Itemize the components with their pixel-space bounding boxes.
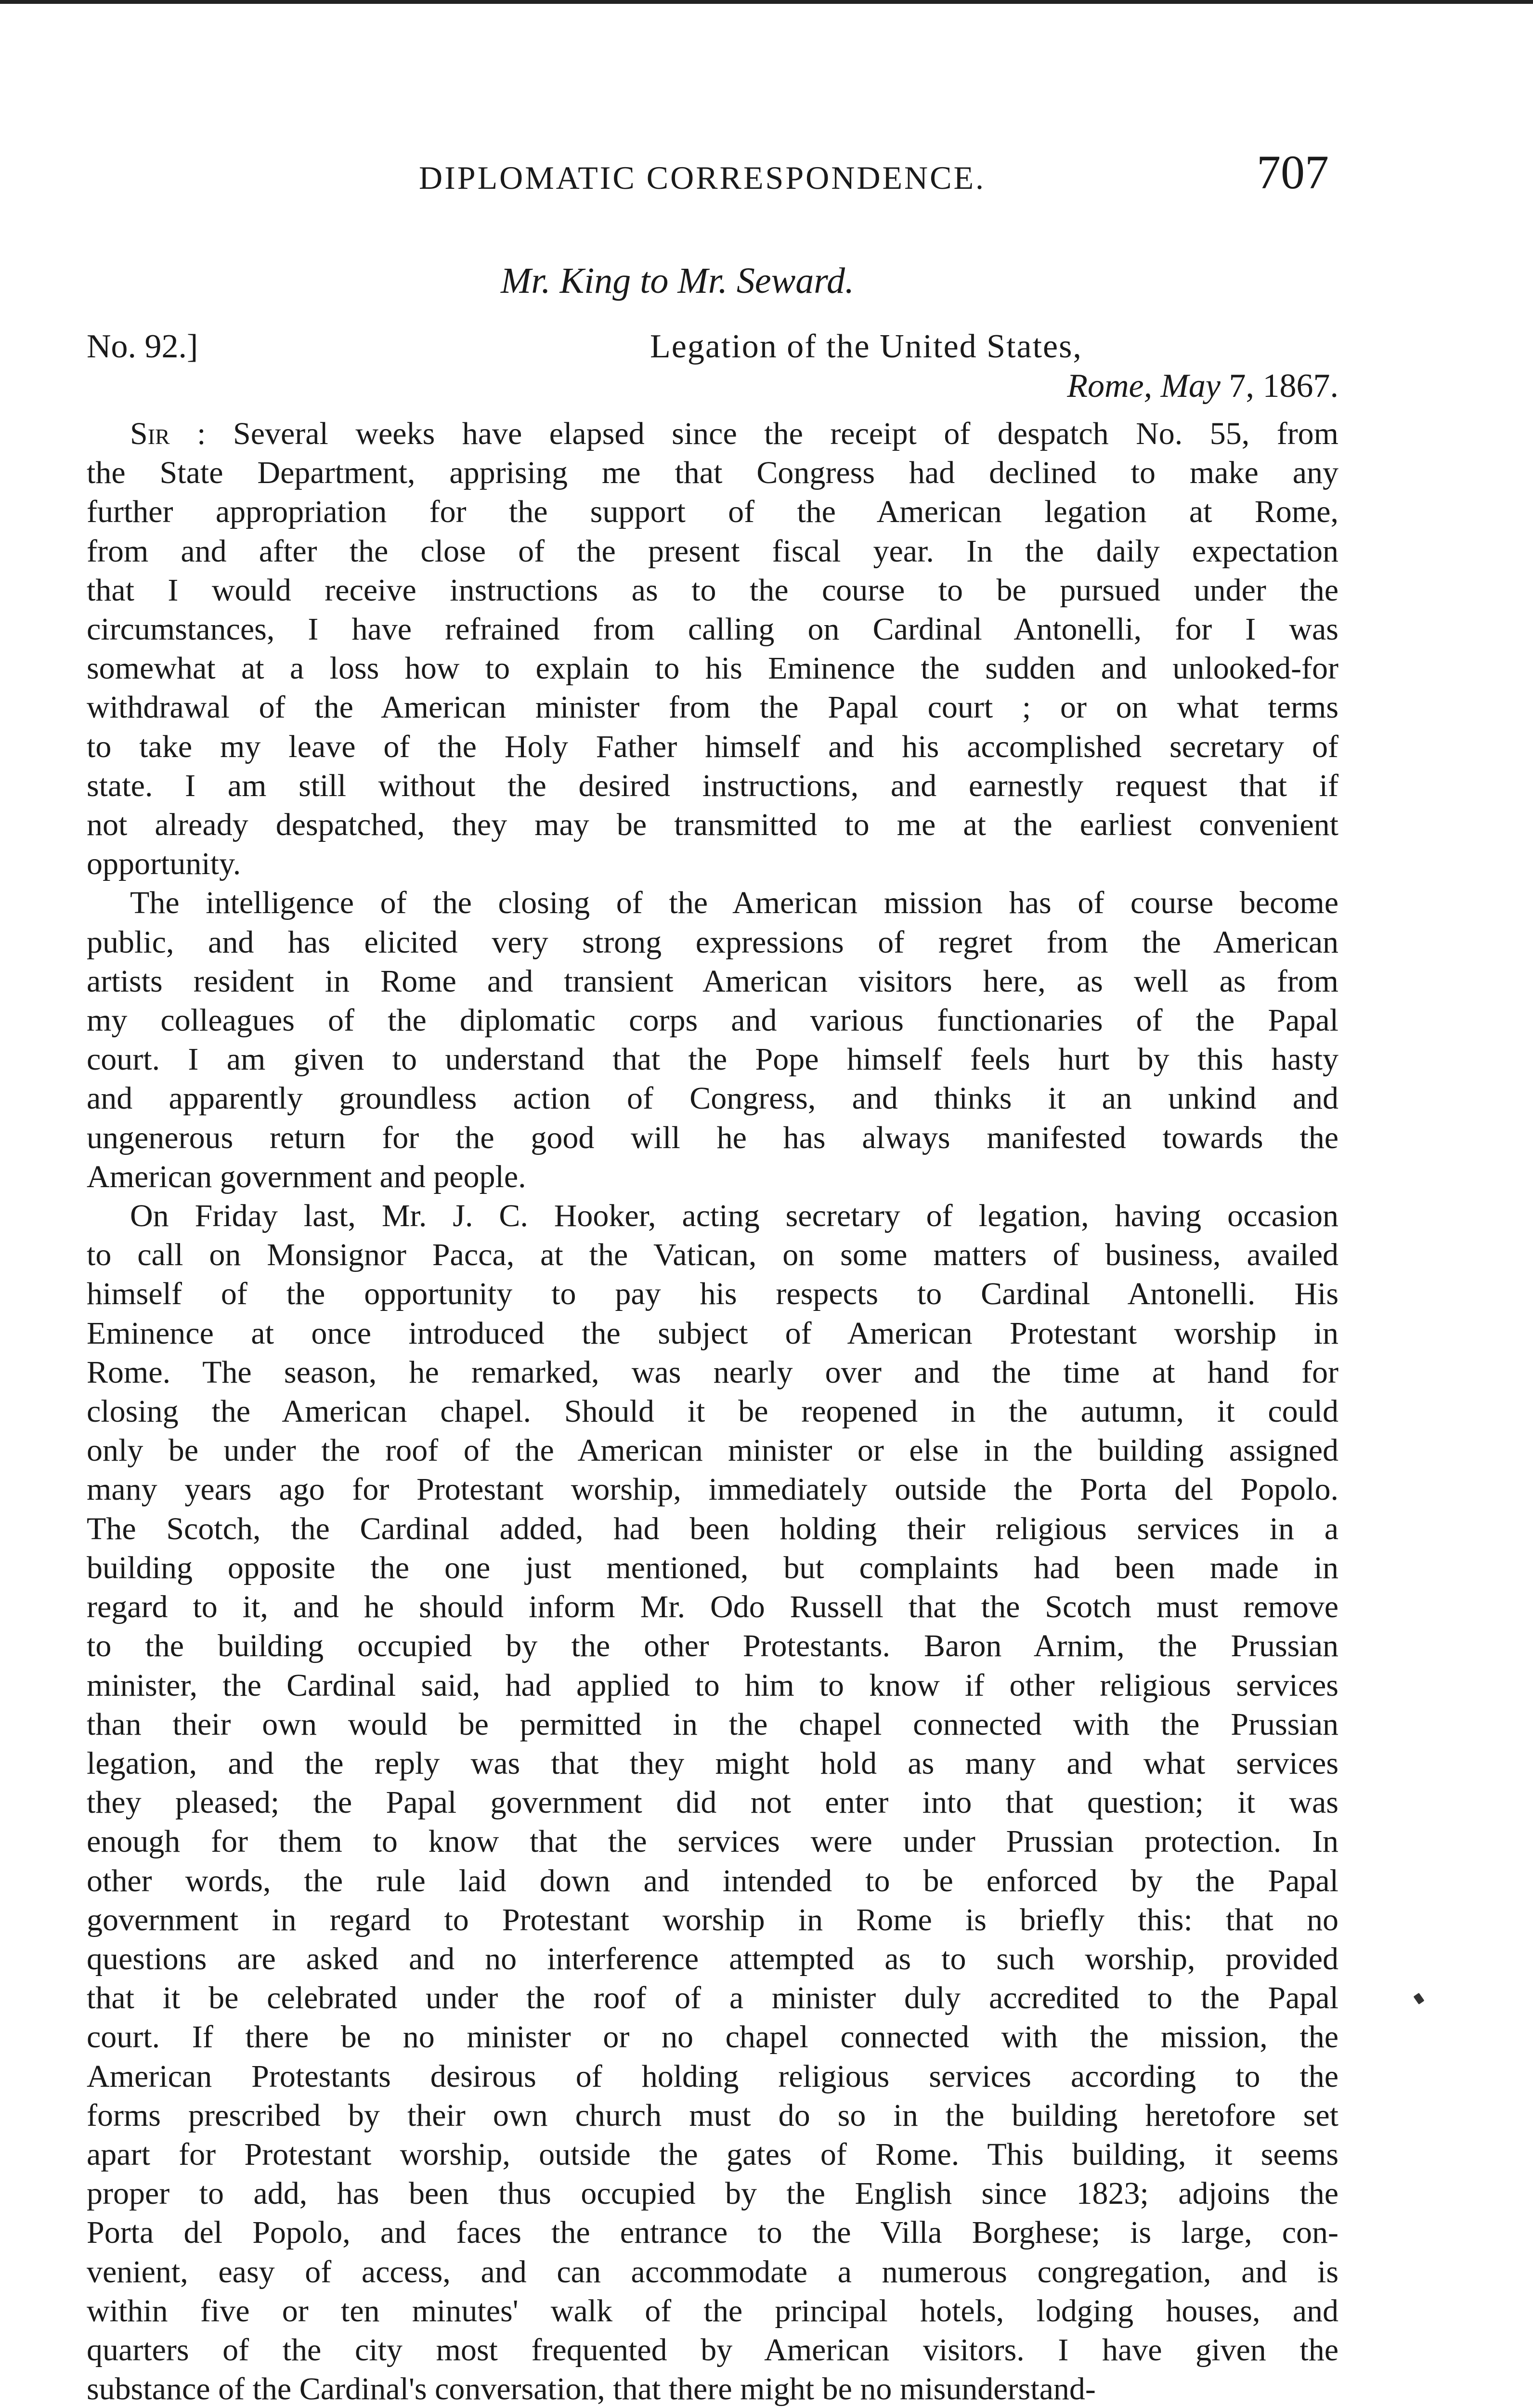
text-line: opportunity. xyxy=(87,846,241,882)
text-line: public, and has elicited very strong expressions of regret from the American xyxy=(87,924,1338,960)
text-line: to the building occupied by the other Protestants. Baron Arnim, the Prussian xyxy=(87,1628,1338,1664)
text-line: from and after the close of the present fiscal year. In the daily expectation xyxy=(87,533,1338,569)
margin-ink-mark xyxy=(1414,1993,1425,2004)
text-line: withdrawal of the American minister from the Papal court ; or on what terms xyxy=(87,690,1338,725)
text-line: building opposite the one just mentioned, but complaints had been made in xyxy=(87,1550,1338,1585)
text-line: venient, easy of access, and can accommodate a numerous congregation, and is xyxy=(87,2254,1338,2290)
text-line: circumstances, I have refrained from calling on Cardinal Antonelli, for I was xyxy=(87,612,1338,647)
text-line: forms prescribed by their own church must do so in the building heretofore set xyxy=(87,2097,1338,2133)
despatch-number: No. 92.] xyxy=(87,328,198,365)
text-line: further appropriation for the support of the American legation at Rome, xyxy=(87,494,1338,530)
text-line: The intelligence of the closing of the American mission has of course become xyxy=(130,885,1338,921)
paragraph-3 xyxy=(87,1196,1338,2408)
text-line: somewhat at a loss how to explain to his Eminence the sudden and unlooked-for xyxy=(87,651,1338,686)
letter-place: Rome, May xyxy=(1067,367,1221,405)
text-line: minister, the Cardinal said, had applied to him to know if other religious services xyxy=(87,1667,1338,1703)
text-line: only be under the roof of the American minister or else in the building assigned xyxy=(87,1433,1338,1468)
text-line: The Scotch, the Cardinal added, had been holding their religious services in a xyxy=(87,1511,1338,1546)
text-line: artists resident in Rome and transient American visitors here, as well as from xyxy=(87,963,1338,999)
running-title: DIPLOMATIC CORRESPONDENCE. xyxy=(419,159,986,196)
text-line: substance of the Cardinal's conversation, that there might be no misunderstand- xyxy=(87,2371,1096,2407)
text-line: they pleased; the Papal government did not enter into that question; it was xyxy=(87,1785,1338,1820)
text-line: enough for them to know that the services were under Prussian protection. In xyxy=(87,1824,1338,1859)
text-line: regard to it, and he should inform Mr. Odo Russell that the Scotch must remove xyxy=(87,1589,1338,1625)
page-number: 707 xyxy=(1257,145,1329,199)
text-line: that I would receive instructions as to the course to be pursued under the xyxy=(87,572,1338,608)
text-line xyxy=(87,414,1338,453)
text-line: state. I am still without the desired instructions, and earnestly request that if xyxy=(87,768,1338,803)
text-line: my colleagues of the diplomatic corps and various functionaries of the Papal xyxy=(87,1003,1338,1038)
text-line: to take my leave of the Holy Father himself and his accomplished secretary of xyxy=(87,729,1338,764)
letter-body xyxy=(87,414,1338,2408)
text-line: many years ago for Protestant worship, immediately outside the Porta del Popolo. xyxy=(87,1472,1338,1507)
text-line: within five or ten minutes' walk of the principal hotels, lodging houses, and xyxy=(87,2293,1338,2329)
text-line: ungenerous return for the good will he has always manifested towards the xyxy=(87,1120,1338,1155)
text-line: On Friday last, Mr. J. C. Hooker, acting secretary of legation, having occasion xyxy=(130,1198,1338,1234)
paragraph-1 xyxy=(87,414,1338,883)
text-line: apart for Protestant worship, outside the gates of Rome. This building, it seems xyxy=(87,2136,1338,2172)
paragraph-2 xyxy=(87,883,1338,1196)
place-date xyxy=(1067,367,1338,406)
text-line: legation, and the reply was that they might hold as many and what services xyxy=(87,1745,1338,1781)
text-line: quarters of the city most frequented by American visitors. I have given the xyxy=(87,2332,1338,2368)
text-line: and apparently groundless action of Congress, and thinks it an unkind and xyxy=(87,1081,1338,1116)
letter-title: Mr. King to Mr. Seward. xyxy=(501,261,855,301)
legation-text: Legation of the United States, xyxy=(650,328,1082,365)
running-head xyxy=(87,140,1338,207)
text-line: closing the American chapel. Should it be reopened in the autumn, it could xyxy=(87,1394,1338,1429)
letter-date: 7, 1867. xyxy=(1229,367,1338,405)
text-line: government in regard to Protestant worship in Rome is briefly this: that no xyxy=(87,1902,1338,1937)
text-line: American Protestants desirous of holding religious services according to the xyxy=(87,2058,1338,2094)
text-line: that it be celebrated under the roof of a minister duly accredited to the Papal xyxy=(87,1980,1338,2016)
legation-heading xyxy=(650,327,1082,366)
top-border-rule xyxy=(0,0,1533,4)
text-line: questions are asked and no interference attempted as to such worship, provided xyxy=(87,1941,1338,1976)
text-line: proper to add, has been thus occupied by the English since 1823; adjoins the xyxy=(87,2176,1338,2212)
text-line: than their own would be permitted in the chapel connected with the Prussian xyxy=(87,1706,1338,1742)
text-line-content: Several weeks have elapsed since the receipt of despatch No. 55, from xyxy=(233,416,1339,451)
dateline xyxy=(87,327,1348,414)
text-line: the State Department, apprising me that Congress had declined to make any xyxy=(87,455,1338,491)
text-line: American government and people. xyxy=(87,1159,526,1194)
text-line: court. I am given to understand that the Pope himself feels hurt by this hasty xyxy=(87,1042,1338,1077)
salutation: Sir : xyxy=(130,416,206,451)
text-line: not already despatched, they may be transmitted to me at the earliest convenient xyxy=(87,807,1338,843)
text-line: Porta del Popolo, and faces the entrance to the Villa Borghese; is large, con- xyxy=(87,2215,1338,2251)
text-line: Rome. The season, he remarked, was nearly over and the time at hand for xyxy=(87,1354,1338,1390)
text-line: to call on Monsignor Pacca, at the Vatican, on some matters of business, availed xyxy=(87,1237,1338,1273)
text-line: Eminence at once introduced the subject of American Protestant worship in xyxy=(87,1315,1338,1351)
text-line: other words, the rule laid down and intended to be enforced by the Papal xyxy=(87,1863,1338,1898)
text-line: court. If there be no minister or no chapel connected with the mission, the xyxy=(87,2019,1338,2055)
text-line: himself of the opportunity to pay his respects to Cardinal Antonelli. His xyxy=(87,1276,1338,1312)
